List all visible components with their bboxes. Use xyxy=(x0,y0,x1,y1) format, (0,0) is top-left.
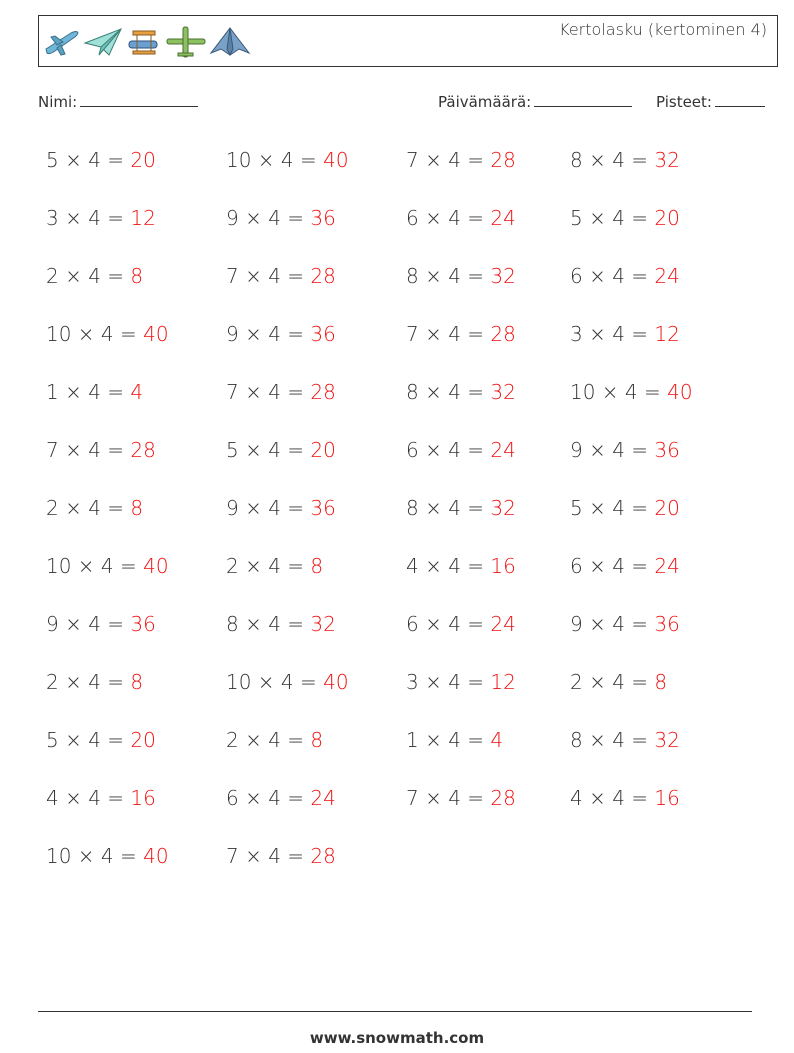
problem-question: 7 × 4 = xyxy=(226,380,311,404)
problem-answer: 12 xyxy=(490,670,516,694)
problem-answer: 12 xyxy=(130,206,156,230)
problem-question: 4 × 4 = xyxy=(406,554,491,578)
problem-question: 4 × 4 = xyxy=(570,786,655,810)
problem-item xyxy=(570,438,680,462)
problem-answer: 8 xyxy=(130,670,144,694)
problem-item xyxy=(570,554,680,578)
problem-item xyxy=(226,496,336,520)
footer-url: www.snowmath.com xyxy=(309,1029,485,1047)
problem-answer: 16 xyxy=(490,554,516,578)
problem-question: 5 × 4 = xyxy=(46,148,131,172)
icon-strip xyxy=(43,22,251,62)
score-blank xyxy=(715,92,765,107)
problem-question: 6 × 4 = xyxy=(406,206,491,230)
problem-item xyxy=(46,438,156,462)
problem-question: 9 × 4 = xyxy=(570,612,655,636)
header-box xyxy=(38,15,778,67)
problem-question: 10 × 4 = xyxy=(570,380,668,404)
problem-answer: 16 xyxy=(654,786,680,810)
problem-question: 9 × 4 = xyxy=(570,438,655,462)
problem-question: 6 × 4 = xyxy=(406,438,491,462)
problem-item xyxy=(570,264,680,288)
airplane-icon xyxy=(43,25,81,59)
problem-answer: 8 xyxy=(654,670,668,694)
problem-answer: 36 xyxy=(310,322,336,346)
problem-question: 2 × 4 = xyxy=(226,554,311,578)
problem-answer: 32 xyxy=(654,728,680,752)
problem-answer: 4 xyxy=(130,380,144,404)
problem-answer: 24 xyxy=(490,612,516,636)
problem-question: 9 × 4 = xyxy=(46,612,131,636)
problem-item xyxy=(406,670,516,694)
date-label: Päivämäärä: xyxy=(438,93,532,111)
name-label: Nimi: xyxy=(38,93,78,111)
problem-answer: 24 xyxy=(310,786,336,810)
problem-item xyxy=(570,148,680,172)
problem-item xyxy=(226,554,323,578)
problem-answer: 40 xyxy=(143,554,169,578)
problem-answer: 28 xyxy=(310,380,336,404)
footer-divider xyxy=(38,1011,752,1012)
problem-answer: 32 xyxy=(490,264,516,288)
problem-answer: 40 xyxy=(143,844,169,868)
problem-answer: 36 xyxy=(130,612,156,636)
problem-question: 5 × 4 = xyxy=(46,728,131,752)
problem-answer: 40 xyxy=(667,380,693,404)
problem-item xyxy=(570,380,693,404)
problem-item xyxy=(46,380,143,404)
problem-question: 6 × 4 = xyxy=(226,786,311,810)
problem-question: 2 × 4 = xyxy=(570,670,655,694)
problem-item xyxy=(406,728,503,752)
problem-question: 7 × 4 = xyxy=(46,438,131,462)
problem-question: 7 × 4 = xyxy=(406,786,491,810)
problem-question: 1 × 4 = xyxy=(46,380,131,404)
problem-answer: 36 xyxy=(654,438,680,462)
worksheet-title: Kertolasku (kertominen 4) xyxy=(559,20,767,39)
problem-answer: 40 xyxy=(323,670,349,694)
problem-question: 1 × 4 = xyxy=(406,728,491,752)
problem-question: 7 × 4 = xyxy=(406,322,491,346)
problem-item xyxy=(46,554,169,578)
stealth-jet-icon xyxy=(209,25,251,59)
problem-item xyxy=(46,206,156,230)
problem-answer: 36 xyxy=(310,206,336,230)
problem-question: 10 × 4 = xyxy=(46,844,144,868)
problem-question: 2 × 4 = xyxy=(46,264,131,288)
problem-answer: 40 xyxy=(143,322,169,346)
problem-item xyxy=(406,322,516,346)
problem-answer: 12 xyxy=(654,322,680,346)
problem-item xyxy=(46,728,156,752)
problem-answer: 24 xyxy=(490,206,516,230)
problem-question: 5 × 4 = xyxy=(570,496,655,520)
problem-answer: 4 xyxy=(490,728,504,752)
problem-answer: 32 xyxy=(490,380,516,404)
date-blank xyxy=(534,92,632,107)
problem-item xyxy=(226,380,336,404)
problem-item xyxy=(226,148,349,172)
problem-question: 7 × 4 = xyxy=(226,844,311,868)
problem-question: 10 × 4 = xyxy=(46,322,144,346)
score-label: Pisteet: xyxy=(656,93,712,111)
problem-item xyxy=(46,264,143,288)
problem-item xyxy=(570,670,667,694)
problem-answer: 8 xyxy=(130,496,144,520)
problem-question: 5 × 4 = xyxy=(570,206,655,230)
problem-question: 8 × 4 = xyxy=(570,148,655,172)
score-field xyxy=(656,92,765,111)
problem-item xyxy=(226,322,336,346)
problem-answer: 8 xyxy=(130,264,144,288)
problem-question: 7 × 4 = xyxy=(226,264,311,288)
problem-answer: 8 xyxy=(310,554,324,578)
problem-question: 8 × 4 = xyxy=(406,380,491,404)
problem-item xyxy=(226,264,336,288)
problem-item xyxy=(46,496,143,520)
problem-question: 9 × 4 = xyxy=(226,206,311,230)
problem-answer: 36 xyxy=(310,496,336,520)
problem-question: 3 × 4 = xyxy=(570,322,655,346)
problem-item xyxy=(226,786,336,810)
problem-answer: 40 xyxy=(323,148,349,172)
problem-question: 6 × 4 = xyxy=(406,612,491,636)
problem-item xyxy=(406,496,516,520)
problem-item xyxy=(226,670,349,694)
problem-item xyxy=(570,206,680,230)
name-blank xyxy=(80,92,198,107)
problem-item xyxy=(570,786,680,810)
problem-answer: 36 xyxy=(654,612,680,636)
problem-item xyxy=(46,844,169,868)
problem-answer: 24 xyxy=(654,264,680,288)
problem-answer: 28 xyxy=(490,786,516,810)
problem-answer: 32 xyxy=(310,612,336,636)
biplane-icon xyxy=(125,25,163,59)
problem-item xyxy=(46,786,156,810)
problem-item xyxy=(406,148,516,172)
problem-answer: 28 xyxy=(490,148,516,172)
problem-answer: 20 xyxy=(654,206,680,230)
problem-question: 5 × 4 = xyxy=(226,438,311,462)
problem-answer: 28 xyxy=(310,264,336,288)
problem-answer: 28 xyxy=(130,438,156,462)
problem-question: 9 × 4 = xyxy=(226,496,311,520)
problem-item xyxy=(406,380,516,404)
date-field xyxy=(438,92,632,111)
problem-answer: 32 xyxy=(654,148,680,172)
problem-question: 10 × 4 = xyxy=(226,670,324,694)
problem-answer: 24 xyxy=(490,438,516,462)
problem-item xyxy=(570,496,680,520)
problem-question: 3 × 4 = xyxy=(406,670,491,694)
problem-answer: 28 xyxy=(490,322,516,346)
problem-question: 10 × 4 = xyxy=(226,148,324,172)
problem-question: 8 × 4 = xyxy=(406,496,491,520)
problem-item xyxy=(226,728,323,752)
problem-question: 9 × 4 = xyxy=(226,322,311,346)
problem-item xyxy=(406,438,516,462)
problem-item xyxy=(226,438,336,462)
problem-item xyxy=(226,844,336,868)
problem-item xyxy=(406,786,516,810)
problem-answer: 20 xyxy=(130,728,156,752)
problem-answer: 8 xyxy=(310,728,324,752)
problem-question: 8 × 4 = xyxy=(226,612,311,636)
problem-question: 10 × 4 = xyxy=(46,554,144,578)
problem-question: 6 × 4 = xyxy=(570,264,655,288)
problem-answer: 20 xyxy=(654,496,680,520)
problem-item xyxy=(46,148,156,172)
propeller-plane-icon xyxy=(165,25,207,59)
problem-item xyxy=(46,670,143,694)
problem-answer: 32 xyxy=(490,496,516,520)
problem-answer: 16 xyxy=(130,786,156,810)
problem-question: 2 × 4 = xyxy=(226,728,311,752)
problem-item xyxy=(406,264,516,288)
problem-question: 2 × 4 = xyxy=(46,670,131,694)
paper-plane-icon xyxy=(83,25,123,59)
problem-item xyxy=(406,612,516,636)
problem-item xyxy=(406,554,516,578)
problem-answer: 20 xyxy=(130,148,156,172)
problem-question: 2 × 4 = xyxy=(46,496,131,520)
problem-answer: 24 xyxy=(654,554,680,578)
problem-question: 3 × 4 = xyxy=(46,206,131,230)
problem-item xyxy=(46,322,169,346)
problem-item xyxy=(46,612,156,636)
problem-item xyxy=(226,206,336,230)
name-field xyxy=(38,92,198,111)
problem-question: 8 × 4 = xyxy=(570,728,655,752)
problem-item xyxy=(570,612,680,636)
problem-item xyxy=(570,728,680,752)
problem-answer: 20 xyxy=(310,438,336,462)
problem-question: 7 × 4 = xyxy=(406,148,491,172)
problem-question: 6 × 4 = xyxy=(570,554,655,578)
problem-question: 8 × 4 = xyxy=(406,264,491,288)
problem-item xyxy=(406,206,516,230)
problem-item xyxy=(570,322,680,346)
problem-answer: 28 xyxy=(310,844,336,868)
problem-question: 4 × 4 = xyxy=(46,786,131,810)
problem-item xyxy=(226,612,336,636)
